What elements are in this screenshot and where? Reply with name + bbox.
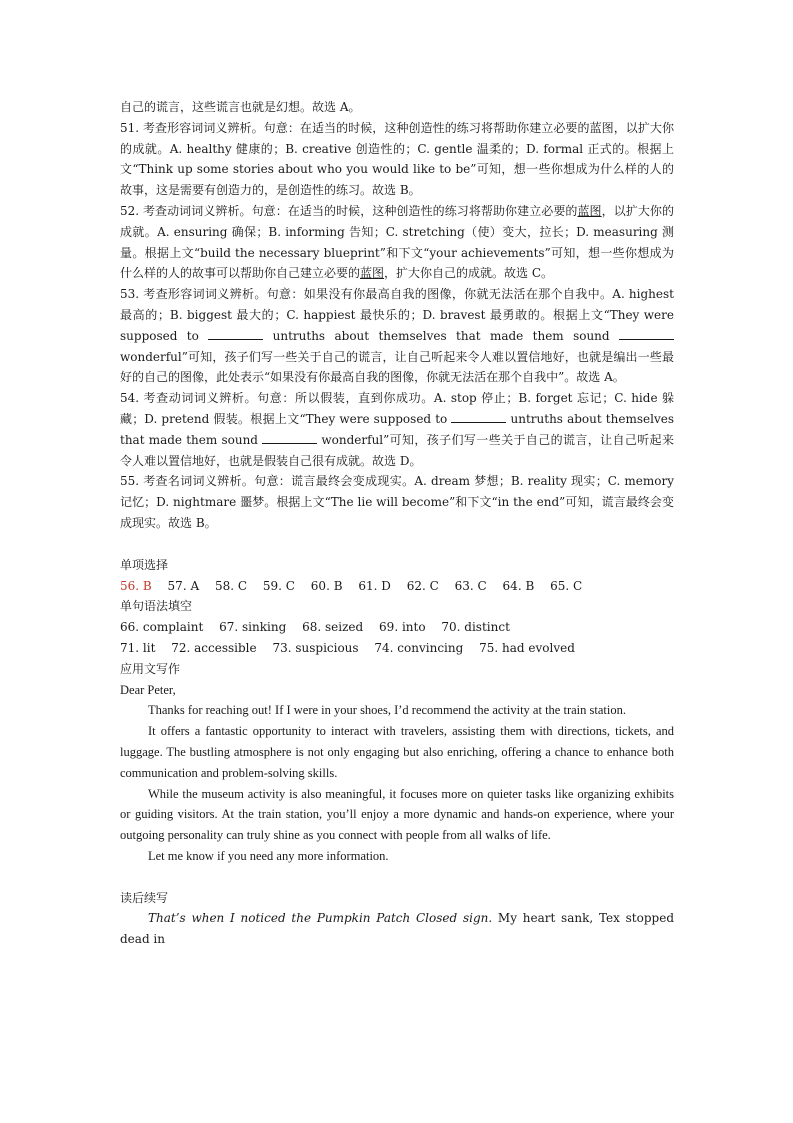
blank-line	[208, 327, 263, 340]
continuation-heading: 读后续写	[120, 890, 169, 905]
letter-paragraph: Thanks for reaching out! If I were in your shoes, I’d recommend the activity at the train station.	[148, 703, 626, 718]
answer-item: 69. into	[379, 620, 426, 635]
grammar-fill-row-2	[120, 638, 674, 659]
document-page	[120, 97, 674, 950]
answer-item: 68. seized	[302, 620, 364, 635]
q52-underlined-2: 蓝图	[360, 266, 385, 281]
analysis-q51: 51. 考查形容词词义辨析。句意：在适当的时候，这种创造性的练习将帮助你建立必要的蓝图，以扩大你的成就。A. healthy 健康的；B. creative 创造性的；C. gentle 温柔的；D. formal 正式的。根据上文“Think up some stories about who you would like to be”可知，想一些你想成为什么样的人的故事，这是需要有创造力的，是创造性的练习。故选 B。	[120, 120, 674, 198]
answer-item: 66. complaint	[120, 620, 204, 635]
answer-item: 67. sinking	[219, 620, 287, 635]
q53-text-c: wonderful”可知，孩子们写一些关于自己的谎言，让自己听起来令人难以置信地好，也就是编出一些最好的自己的图像，此处表示“如果没有你最高自我的图像，你就无法活在那个自我中”。故选 A。	[120, 349, 674, 385]
letter-paragraph: While the museum activity is also meaningful, it focuses more on quieter tasks like organizing exhibits or guiding visitors. At the train station, you’ll enjoy a more dynamic and hands-on experience, where your outgoing personality can truly shine as you connect with people from all walks of life.	[120, 786, 674, 843]
answer-item: 71. lit	[120, 640, 156, 655]
q54-text-b: untruths about themselves that made them sound	[120, 411, 674, 447]
analysis-intro: 自己的谎言，这些谎言也就是幻想。故选 A。	[120, 100, 361, 114]
answer-item: 63. C	[454, 578, 487, 593]
answer-item: 72. accessible	[171, 640, 257, 655]
analysis-q54	[120, 388, 674, 471]
answer-item: 74. convincing	[374, 640, 464, 655]
analysis-q52	[120, 201, 674, 284]
q52-text-a: 52. 考查动词词义辨析。句意：在适当的时候，这种创造性的练习将帮助你建立必要的	[120, 203, 578, 218]
answer-item: 70. distinct	[441, 620, 510, 635]
answer-item: 61. D	[358, 578, 391, 593]
letter-paragraph: Let me know if you need any more information.	[148, 848, 389, 863]
answer-item: 62. C	[406, 578, 439, 593]
q53-text-b: untruths about themselves that made them sound	[272, 328, 610, 343]
blank-line	[262, 431, 317, 444]
grammar-fill-heading: 单句语法填空	[120, 599, 193, 614]
answer-item: 73. suspicious	[272, 640, 359, 655]
single-choice-answers	[120, 576, 674, 597]
answer-item: 75. had evolved	[479, 640, 575, 655]
continuation-paragraph	[120, 908, 674, 950]
answer-item: 58. C	[214, 578, 248, 593]
blank-line	[619, 327, 674, 340]
single-choice-heading: 单项选择	[120, 557, 169, 572]
q53-text-a: 53. 考查形容词词义辨析。句意：如果没有你最高自我的图像，你就无法活在那个自我中。A. highest 最高的；B. biggest 最大的；C. happiest 最快乐的；D. bravest 最勇敢的。根据上文“They were supposed to	[120, 287, 674, 343]
answer-item: 57. A	[167, 578, 200, 593]
q54-text-c: wonderful”可知，孩子们写一些关于自己的谎言，让自己听起来令人难以置信地好，也就是假装自己很有成就。故选 D。	[120, 432, 674, 468]
q52-text-c: ，扩大你自己的成就。故选 C。	[384, 266, 554, 281]
q52-text-b: ，以扩大你的成就。A. ensuring 确保；B. informing 告知；C. stretching（使）变大，拉长；D. measuring 测量。根据上文“build the necessary blueprint”和下文“your achievements”可知，想一些你想成为什么样的人的故事可以帮助你自己建立必要的	[120, 203, 674, 281]
grammar-fill-row-1	[120, 617, 674, 638]
answer-item: 59. C	[262, 578, 295, 593]
blank-line	[451, 410, 506, 423]
answer-item: 56. B	[120, 578, 152, 593]
writing-heading: 应用文写作	[120, 661, 181, 676]
q54-text-a: 54. 考查动词词义辨析。句意：所以假装，直到你成功。A. stop 停止；B. forget 忘记；C. hide 躲藏；D. pretend 假装。根据上文“They were supposed to	[120, 391, 674, 426]
letter-salutation: Dear Peter,	[120, 682, 176, 697]
continuation-italic-start: That’s when I noticed the Pumpkin Patch Closed sign.	[148, 911, 493, 926]
letter-paragraph: It offers a fantastic opportunity to interact with travelers, assisting them with directions, tickets, and luggage. The bustling atmosphere is not only engaging but also enriching, offering a chance to enhance both communication and problem-solving skills.	[120, 724, 674, 780]
letter	[120, 680, 674, 867]
answer-item: 65. C	[550, 578, 583, 593]
answer-item: 60. B	[310, 578, 343, 593]
analysis-q53	[120, 284, 674, 388]
continuation-rest: My heart sank, Tex stopped dead in	[120, 911, 674, 947]
analysis-q55: 55. 考查名词词义辨析。句意：谎言最终会变成现实。A. dream 梦想；B. reality 现实；C. memory 记忆；D. nightmare 噩梦。根据上文“The lie will become”和下文“in the end”可知，谎言最终会变成现实。故选 B。	[120, 474, 674, 530]
q52-underlined-1: 蓝图	[577, 203, 602, 218]
answer-item: 64. B	[502, 578, 535, 593]
